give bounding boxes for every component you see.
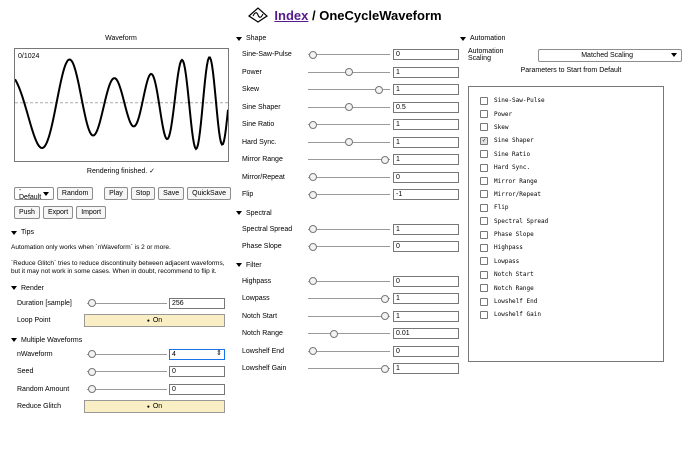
power-input[interactable]: 1 (393, 67, 459, 78)
random-amount-row (11, 381, 231, 399)
triangle-down-icon (11, 338, 17, 342)
nwaveform-value: 4 (172, 350, 176, 358)
frame-counter: 0/1024 (18, 53, 40, 60)
highpass-label: Highpass (242, 277, 272, 285)
automation-params-heading: Parameters to Start from Default (520, 67, 622, 74)
chevron-down-icon (671, 53, 677, 57)
mirror-repeat-checkbox[interactable] (480, 190, 488, 198)
random-amount-input[interactable]: 0 (169, 384, 225, 395)
preset-select-value: - Default (19, 186, 42, 201)
seed-row (11, 363, 231, 381)
save-button[interactable]: Save (158, 187, 184, 200)
automation-item-sine-ratio[interactable] (469, 148, 663, 161)
nwaveform-input[interactable] (169, 349, 225, 360)
automation-scaling-row (460, 48, 682, 62)
spectral-spread-row (236, 221, 446, 239)
sine-ratio-checkbox-label: Sine Ratio (494, 150, 531, 158)
mirror-range-row (236, 151, 446, 169)
lowshelf-end-checkbox-label: Lowshelf End (494, 298, 538, 306)
mirror-range-label: Mirror Range (242, 156, 283, 164)
loop-point-row (11, 312, 231, 330)
flip-checkbox-label: Flip (494, 204, 509, 212)
notch-start-label: Notch Start (242, 312, 278, 320)
lowshelf-gain-label: Lowshelf Gain (242, 365, 287, 373)
duration-label: Duration [sample] (17, 299, 72, 307)
loop-point-label: Loop Point (17, 317, 51, 325)
triangle-down-icon (236, 263, 242, 267)
flip-checkbox[interactable] (480, 204, 488, 212)
automation-item-notch-range[interactable] (469, 281, 663, 294)
notch-start-row (236, 308, 446, 326)
lowpass-row (236, 290, 446, 308)
automation-item-phase-slope[interactable] (469, 228, 663, 241)
toggle-indicator-icon: ● (146, 403, 150, 410)
automation-item-mirror-repeat[interactable] (469, 188, 663, 201)
skew-slider[interactable] (308, 85, 390, 95)
highpass-slider[interactable] (308, 276, 390, 286)
reduce-glitch-label: Reduce Glitch (17, 403, 61, 411)
hard-sync-label: Hard Sync. (242, 138, 277, 146)
filter-header[interactable] (236, 262, 446, 269)
spectral-spread-checkbox-label: Spectral Spread (494, 217, 549, 225)
random-amount-label: Random Amount (17, 385, 70, 393)
automation-item-sine-shaper[interactable] (469, 134, 663, 147)
shape-header[interactable] (236, 35, 446, 42)
power-checkbox-label: Power (494, 110, 513, 118)
right-column (460, 35, 682, 319)
shape-heading: Shape (246, 35, 267, 42)
render-heading: Render (21, 284, 44, 292)
notch-range-row (236, 325, 446, 343)
waveform-display[interactable] (14, 48, 229, 162)
sine-shaper-row (236, 99, 446, 117)
highpass-row (236, 273, 446, 291)
quicksave-button[interactable]: QuickSave (187, 187, 231, 200)
lowpass-checkbox[interactable] (480, 257, 488, 265)
duration-row (11, 295, 231, 313)
automation-item-notch-start[interactable] (469, 268, 663, 281)
spectral-heading: Spectral (246, 209, 272, 217)
sine-saw-pulse-checkbox-label: Sine-Saw-Pulse (494, 97, 545, 105)
tip-line: but it may not work in some cases. When in doubt, recommend to flip it. (11, 268, 217, 275)
notch-range-slider[interactable] (308, 329, 390, 339)
sine-saw-pulse-row (236, 46, 446, 64)
tip-line: Automation only works when `nWaveform` is 2 or more. (11, 244, 171, 251)
triangle-down-icon (11, 286, 17, 290)
stop-button[interactable]: Stop (131, 187, 155, 200)
duration-input[interactable]: 256 (169, 298, 225, 309)
mirror-repeat-input[interactable]: 0 (393, 172, 459, 183)
loop-point-toggle[interactable] (84, 314, 225, 327)
shape-params (236, 46, 446, 204)
phase-slope-checkbox[interactable] (480, 231, 488, 239)
tips-header[interactable] (11, 229, 231, 236)
preset-toolbar (14, 187, 231, 200)
lowshelf-gain-checkbox-label: Lowshelf Gain (494, 311, 541, 319)
phase-slope-slider[interactable] (308, 242, 390, 252)
notch-start-slider[interactable] (308, 311, 390, 321)
mirror-repeat-checkbox-label: Mirror/Repeat (494, 190, 541, 198)
reduce-glitch-value: On (152, 403, 163, 411)
triangle-down-icon (11, 231, 17, 235)
power-label: Power (242, 68, 262, 76)
sine-shaper-slider[interactable] (308, 102, 390, 112)
page-title (274, 8, 441, 23)
import-button[interactable]: Import (76, 206, 106, 219)
mirror-range-slider[interactable] (308, 155, 390, 165)
mirror-range-checkbox[interactable] (480, 177, 488, 185)
automation-scaling-label: Automation Scaling (468, 48, 504, 62)
lowshelf-end-checkbox[interactable] (480, 298, 488, 306)
phase-slope-checkbox-label: Phase Slope (494, 231, 534, 239)
automation-item-flip[interactable] (469, 201, 663, 214)
filter-params (236, 273, 446, 378)
lowpass-slider[interactable] (308, 294, 390, 304)
page-header (0, 5, 690, 25)
mirror-repeat-slider[interactable] (308, 172, 390, 182)
lowshelf-gain-checkbox[interactable] (480, 311, 488, 319)
lowshelf-end-input[interactable]: 0 (393, 346, 459, 357)
render-section (11, 285, 231, 330)
lowshelf-end-slider[interactable] (308, 346, 390, 356)
skew-input[interactable]: 1 (393, 84, 459, 95)
lowpass-label: Lowpass (242, 295, 270, 303)
lowshelf-gain-input[interactable]: 1 (393, 363, 459, 374)
tip-line: `Reduce Glitch` tries to reduce discontinuity between adjacent waveforms, (11, 259, 225, 267)
nwaveform-slider[interactable] (87, 349, 167, 359)
automation-item-spectral-spread[interactable] (469, 215, 663, 228)
check-icon: ✓ (482, 136, 486, 144)
spectral-params (236, 221, 446, 256)
chevron-down-icon (43, 192, 49, 196)
nwaveform-label: nWaveform (17, 350, 53, 358)
power-checkbox[interactable] (480, 110, 488, 118)
phase-slope-row (236, 238, 446, 256)
mirror-range-input[interactable]: 1 (393, 154, 459, 165)
preset-select[interactable] (14, 187, 54, 200)
automation-scaling-select[interactable] (538, 49, 682, 62)
power-slider[interactable] (308, 67, 390, 77)
sine-ratio-label: Sine Ratio (242, 121, 275, 129)
automation-item-mirror-range[interactable] (469, 174, 663, 187)
logo-icon (248, 7, 268, 23)
seed-label: Seed (17, 368, 34, 376)
automation-heading: Automation (470, 35, 506, 42)
automation-item-skew[interactable] (469, 121, 663, 134)
notch-start-checkbox-label: Notch Start (494, 271, 534, 279)
skew-label: Skew (242, 86, 260, 94)
automation-item-power[interactable] (469, 107, 663, 120)
up-down-icon[interactable]: ⇕ (216, 349, 222, 357)
random-amount-slider[interactable] (87, 384, 167, 394)
export-button[interactable]: Export (43, 206, 73, 219)
render-header[interactable] (11, 285, 231, 292)
lowpass-input[interactable]: 1 (393, 293, 459, 304)
highpass-checkbox-label: Highpass (494, 244, 523, 252)
sine-shaper-input[interactable]: 0.5 (393, 102, 459, 113)
hard-sync-checkbox-label: Hard Sync. (494, 164, 531, 172)
automation-param-list (468, 86, 664, 362)
random-button[interactable]: Random (57, 187, 93, 200)
sine-ratio-checkbox[interactable] (480, 150, 488, 158)
sine-shaper-checkbox[interactable] (480, 137, 488, 145)
spectral-header[interactable] (236, 210, 446, 217)
sine-ratio-row (236, 116, 446, 134)
highpass-checkbox[interactable] (480, 244, 488, 252)
waveform-label: Waveform (105, 35, 137, 42)
hard-sync-slider[interactable] (308, 137, 390, 147)
skew-row (236, 81, 446, 99)
lowshelf-gain-slider[interactable] (308, 364, 390, 374)
lowshelf-gain-row (236, 360, 446, 378)
multiple-waveforms-header[interactable] (11, 337, 231, 344)
lowshelf-end-row (236, 343, 446, 361)
preset-toolbar-2 (14, 206, 231, 219)
notch-range-input[interactable]: 0.01 (393, 328, 459, 339)
spectral-spread-label: Spectral Spread (242, 225, 293, 233)
hard-sync-checkbox[interactable] (480, 164, 488, 172)
reduce-glitch-row (11, 398, 231, 416)
automation-item-lowshelf-gain[interactable] (469, 308, 663, 321)
notch-range-checkbox-label: Notch Range (494, 284, 534, 292)
phase-slope-label: Phase Slope (242, 243, 282, 251)
filter-heading: Filter (246, 261, 262, 269)
sine-ratio-input[interactable]: 1 (393, 119, 459, 130)
flip-input[interactable]: -1 (393, 189, 459, 200)
mirror-range-checkbox-label: Mirror Range (494, 177, 538, 185)
toggle-indicator-icon: ● (146, 317, 150, 324)
duration-slider[interactable] (87, 298, 167, 308)
phase-slope-input[interactable]: 0 (393, 241, 459, 252)
flip-row (236, 186, 446, 204)
tips-heading: Tips (21, 229, 34, 236)
mirror-repeat-row (236, 169, 446, 187)
automation-item-lowshelf-end[interactable] (469, 295, 663, 308)
notch-range-label: Notch Range (242, 330, 283, 338)
title-separator: / (308, 7, 320, 23)
mirror-repeat-label: Mirror/Repeat (242, 173, 285, 181)
notch-start-checkbox[interactable] (480, 271, 488, 279)
spectral-spread-checkbox[interactable] (480, 217, 488, 225)
seed-slider[interactable] (87, 367, 167, 377)
automation-item-highpass[interactable] (469, 241, 663, 254)
triangle-down-icon (460, 37, 466, 41)
automation-scaling-value: Matched Scaling (581, 51, 633, 59)
highpass-input[interactable]: 0 (393, 276, 459, 287)
multiple-waveforms-heading: Multiple Waveforms (21, 336, 83, 344)
hard-sync-input[interactable]: 1 (393, 137, 459, 148)
flip-label: Flip (242, 191, 254, 199)
sine-saw-pulse-checkbox[interactable] (480, 97, 488, 105)
lowpass-checkbox-label: Lowpass (494, 257, 520, 265)
triangle-down-icon (236, 37, 242, 41)
plugin-name: OneCycleWaveform (319, 7, 442, 23)
sine-ratio-slider[interactable] (308, 120, 390, 130)
triangle-down-icon (236, 211, 242, 215)
middle-column (236, 35, 446, 378)
waveform-plot (15, 49, 228, 161)
skew-checkbox[interactable] (480, 123, 488, 131)
automation-header[interactable] (460, 35, 682, 42)
automation-item-lowpass[interactable] (469, 255, 663, 268)
left-column (11, 35, 231, 416)
seed-input[interactable]: 0 (169, 366, 225, 377)
sine-shaper-label: Sine Shaper (242, 103, 281, 111)
automation-item-sine-saw-pulse[interactable] (469, 94, 663, 107)
notch-range-checkbox[interactable] (480, 284, 488, 292)
spectral-spread-slider[interactable] (308, 224, 390, 234)
reduce-glitch-toggle[interactable] (84, 400, 225, 413)
index-link[interactable]: Index (274, 7, 309, 23)
tips-section (11, 229, 231, 277)
sine-saw-pulse-label: Sine-Saw-Pulse (242, 51, 292, 59)
sine-shaper-checkbox-label: Sine Shaper (494, 137, 534, 145)
skew-checkbox-label: Skew (494, 123, 509, 131)
nwaveform-row (11, 346, 231, 364)
sine-saw-pulse-input[interactable]: 0 (393, 49, 459, 60)
sine-saw-pulse-slider[interactable] (308, 50, 390, 60)
multiple-waveforms-section (11, 337, 231, 416)
flip-slider[interactable] (308, 190, 390, 200)
notch-start-input[interactable]: 1 (393, 311, 459, 322)
hard-sync-row (236, 134, 446, 152)
push-button[interactable]: Push (14, 206, 40, 219)
loop-point-value: On (152, 317, 163, 325)
render-status: Rendering finished. ✓ (86, 168, 156, 175)
power-row (236, 64, 446, 82)
play-button[interactable]: Play (104, 187, 128, 200)
spectral-spread-input[interactable]: 1 (393, 224, 459, 235)
automation-item-hard-sync[interactable] (469, 161, 663, 174)
lowshelf-end-label: Lowshelf End (242, 347, 285, 355)
